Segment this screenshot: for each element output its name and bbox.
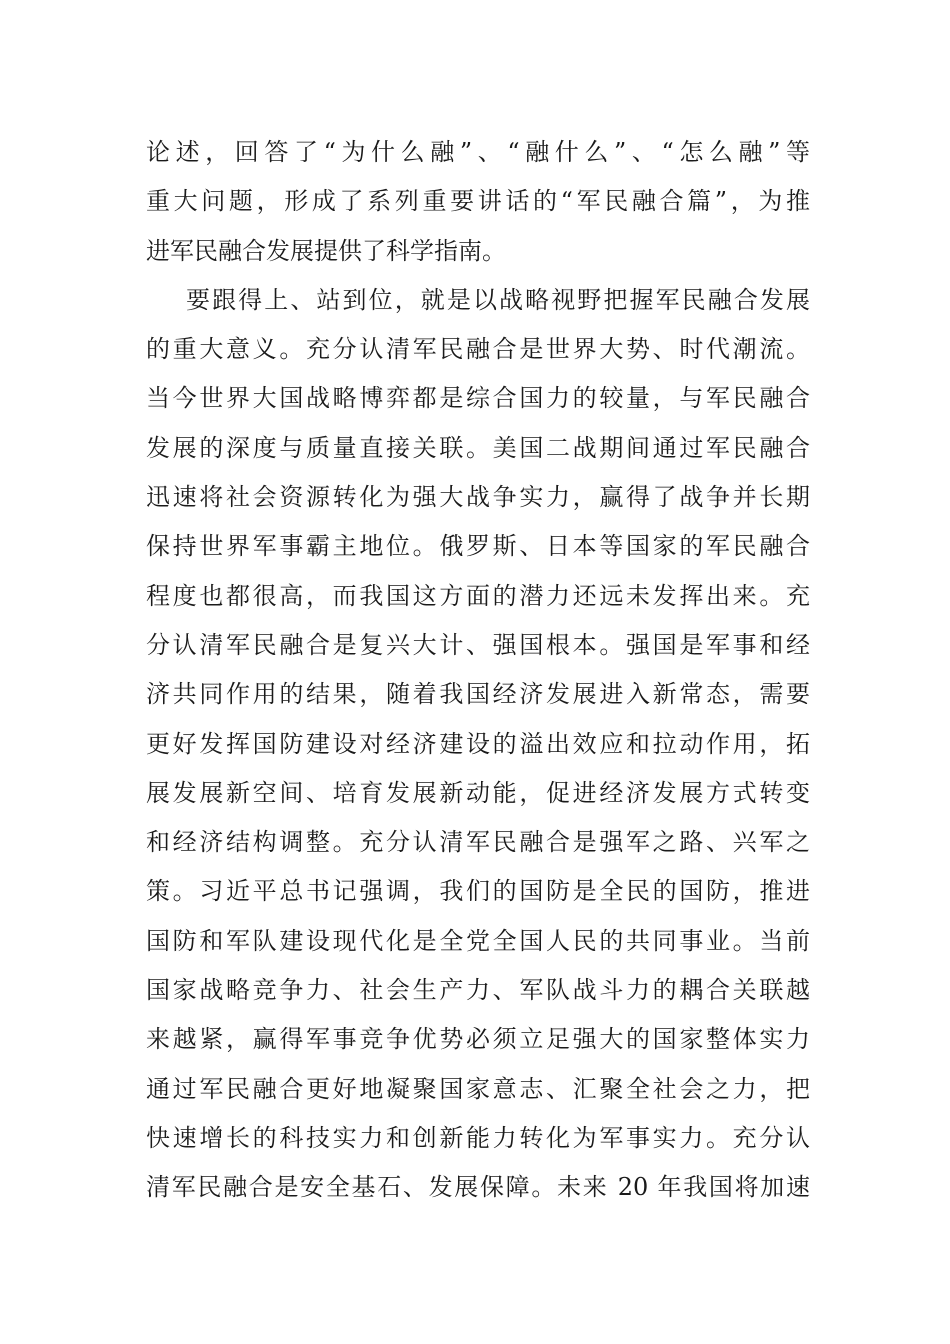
text-line: 要跟得上、站到位，就是以战略视野把握军民融合发展 bbox=[186, 285, 810, 314]
text-line: 当今世界大国战略博弈都是综合国力的较量，与军民融合 bbox=[146, 384, 810, 413]
text-line: 国家战略竞争力、社会生产力、军队战斗力的耦合关联越 bbox=[146, 976, 810, 1005]
text-line: 和经济结构调整。充分认清军民融合是强军之路、兴军之 bbox=[146, 828, 810, 857]
text-line: 迅速将社会资源转化为强大战争实力，赢得了战争并长期 bbox=[146, 483, 810, 512]
paragraph bbox=[146, 276, 810, 1213]
text-line: 保持世界军事霸主地位。俄罗斯、日本等国家的军民融合 bbox=[146, 532, 810, 561]
text-line: 快速增长的科技实力和创新能力转化为军事实力。充分认 bbox=[146, 1123, 810, 1152]
document-body bbox=[146, 128, 810, 1213]
text-line: 策。习近平总书记强调，我们的国防是全民的国防，推进 bbox=[146, 877, 810, 906]
text-line: 来越紧，赢得军事竞争优势必须立足强大的国家整体实力 bbox=[146, 1025, 810, 1054]
text-line: 通过军民融合更好地凝聚国家意志、汇聚全社会之力，把 bbox=[146, 1074, 810, 1103]
text-line: 济共同作用的结果，随着我国经济发展进入新常态，需要 bbox=[146, 680, 810, 709]
text-line: 论述，回答了“为什么融”、“融什么”、“怎么融”等 bbox=[146, 138, 810, 166]
text-line: 国防和军队建设现代化是全党全国人民的共同事业。当前 bbox=[146, 926, 810, 955]
paragraph bbox=[146, 128, 810, 276]
text-line: 发展的深度与质量直接关联。美国二战期间通过军民融合 bbox=[146, 433, 810, 462]
text-line: 程度也都很高，而我国这方面的潜力还远未发挥出来。充 bbox=[146, 581, 810, 610]
text-line: 展发展新空间、培育发展新动能，促进经济发展方式转变 bbox=[146, 778, 810, 807]
text-line: 清军民融合是安全基石、发展保障。未来 20 年我国将加速 bbox=[146, 1173, 810, 1202]
text-line: 重大问题，形成了系列重要讲话的“军民融合篇”，为推 bbox=[146, 187, 810, 216]
text-line: 进军民融合发展提供了科学指南。 bbox=[146, 236, 506, 265]
text-line: 的重大意义。充分认清军民融合是世界大势、时代潮流。 bbox=[146, 335, 810, 364]
text-line: 分认清军民融合是复兴大计、强国根本。强国是军事和经 bbox=[146, 630, 810, 659]
text-line: 更好发挥国防建设对经济建设的溢出效应和拉动作用，拓 bbox=[146, 729, 810, 758]
